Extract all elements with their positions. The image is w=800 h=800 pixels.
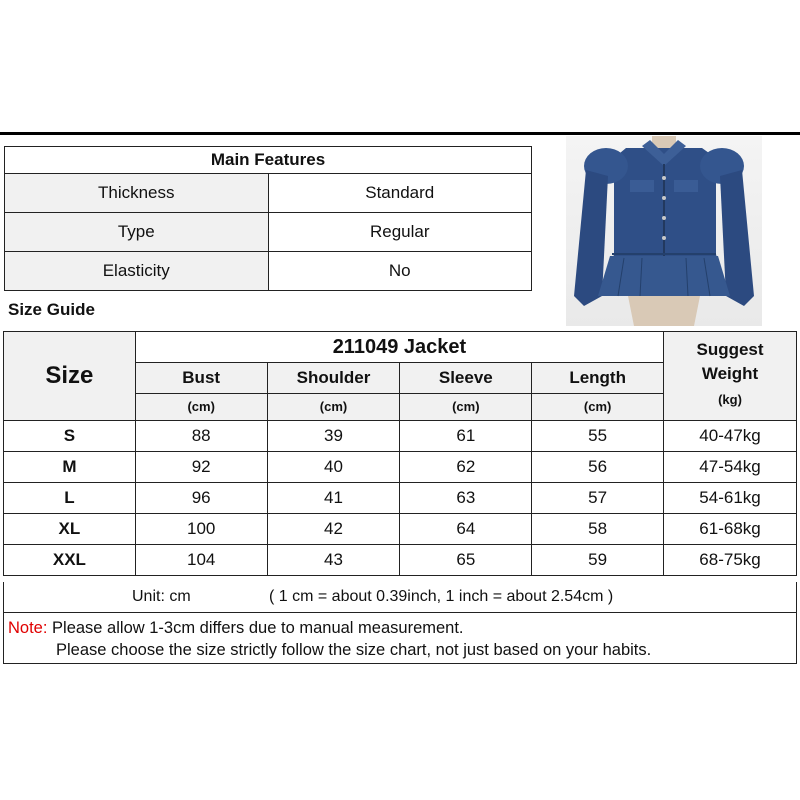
table-row <box>4 514 797 545</box>
size-header: Size <box>4 332 136 421</box>
sleeve-cell: 64 <box>400 514 532 545</box>
size-guide-label: Size Guide <box>8 300 95 319</box>
feature-value: Regular <box>268 213 532 252</box>
column-unit: (cm) <box>532 394 664 421</box>
weight-cell: 54-61kg <box>664 483 797 514</box>
column-header-shoulder: Shoulder <box>267 363 400 394</box>
unit-label: Unit: cm <box>132 588 191 605</box>
feature-value: No <box>268 252 532 291</box>
feature-row <box>5 174 532 213</box>
weight-header-cell <box>664 332 797 421</box>
product-title: 211049 Jacket <box>135 332 663 363</box>
column-unit: (cm) <box>267 394 400 421</box>
length-cell: 56 <box>532 452 664 483</box>
note-line-2: Please choose the size strictly follow the size chart, not just based on your habits. <box>56 641 652 659</box>
size-cell: XXL <box>4 545 136 576</box>
feature-row <box>5 213 532 252</box>
feature-row <box>5 252 532 291</box>
main-features-table <box>4 146 532 291</box>
main-features-title: Main Features <box>5 147 532 174</box>
unit-conversion: ( 1 cm = about 0.39inch, 1 inch = about 2.54cm ) <box>269 588 614 605</box>
sleeve-cell: 61 <box>400 421 532 452</box>
bust-cell: 100 <box>135 514 267 545</box>
weight-cell: 68-75kg <box>664 545 797 576</box>
top-divider <box>0 132 800 135</box>
size-table <box>3 331 797 576</box>
column-header-bust: Bust <box>135 363 267 394</box>
size-cell: M <box>4 452 136 483</box>
weight-unit: (kg) <box>718 392 742 407</box>
column-header-sleeve: Sleeve <box>400 363 532 394</box>
bust-cell: 92 <box>135 452 267 483</box>
bust-cell: 88 <box>135 421 267 452</box>
length-cell: 59 <box>532 545 664 576</box>
column-unit: (cm) <box>400 394 532 421</box>
table-row <box>4 483 797 514</box>
sleeve-cell: 63 <box>400 483 532 514</box>
bust-cell: 96 <box>135 483 267 514</box>
length-cell: 57 <box>532 483 664 514</box>
shoulder-cell: 39 <box>267 421 400 452</box>
column-header-length: Length <box>532 363 664 394</box>
size-cell: XL <box>4 514 136 545</box>
length-cell: 58 <box>532 514 664 545</box>
column-unit: (cm) <box>135 394 267 421</box>
size-cell: L <box>4 483 136 514</box>
shoulder-cell: 43 <box>267 545 400 576</box>
unit-row <box>3 582 797 612</box>
feature-label: Thickness <box>5 174 269 213</box>
bust-cell: 104 <box>135 545 267 576</box>
table-row <box>4 452 797 483</box>
weight-cell: 61-68kg <box>664 514 797 545</box>
feature-label: Type <box>5 213 269 252</box>
size-cell: S <box>4 421 136 452</box>
feature-value: Standard <box>268 174 532 213</box>
sleeve-cell: 62 <box>400 452 532 483</box>
table-row <box>4 545 797 576</box>
shoulder-cell: 40 <box>267 452 400 483</box>
shoulder-cell: 41 <box>267 483 400 514</box>
weight-cell: 40-47kg <box>664 421 797 452</box>
note-line-1 <box>8 619 464 638</box>
note-label: Note: <box>8 619 48 637</box>
product-photo <box>566 136 762 326</box>
feature-label: Elasticity <box>5 252 269 291</box>
length-cell: 55 <box>532 421 664 452</box>
weight-cell: 47-54kg <box>664 452 797 483</box>
table-row <box>4 421 797 452</box>
weight-header: Suggest Weight <box>696 340 764 383</box>
note-box <box>3 612 797 664</box>
sleeve-cell: 65 <box>400 545 532 576</box>
note-text-1: Please allow 1-3cm differs due to manual measurement. <box>47 619 464 637</box>
shoulder-cell: 42 <box>267 514 400 545</box>
